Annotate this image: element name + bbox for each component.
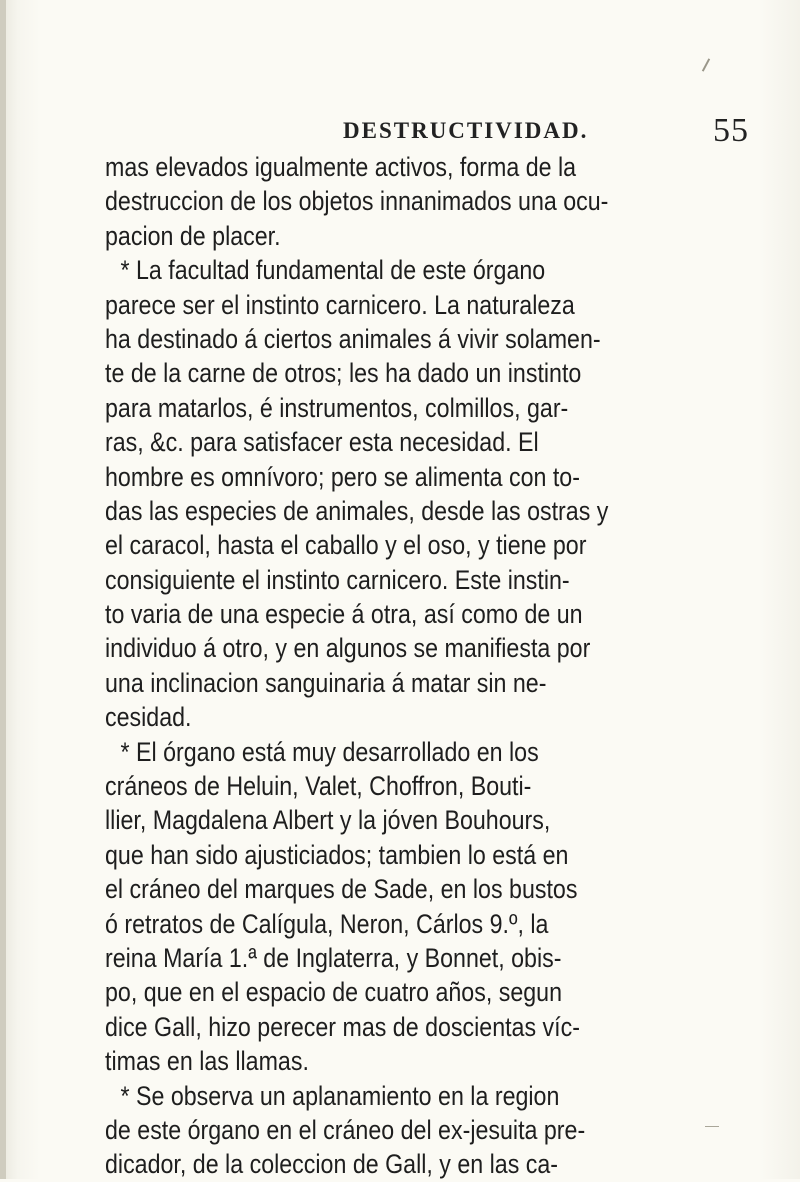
text-line: reina María 1.ª de Inglaterra, y Bonnet, obis- — [105, 942, 562, 973]
running-head: DESTRUCTIVIDAD. — [343, 118, 589, 143]
text-line: mas elevados igualmente activos, forma de la — [105, 152, 577, 182]
text-line: parece ser el instinto carnicero. La naturaleza — [105, 289, 575, 320]
text-line: una inclinacion sanguinaria á matar sin ne- — [105, 667, 547, 698]
page-number: 55 — [713, 112, 749, 149]
text-line: hombre es omnívoro; pero se alimenta con to- — [105, 461, 580, 492]
text-line: ha destinado á ciertos animales á vivir solamen- — [105, 323, 601, 354]
page-binding-edge — [0, 0, 6, 1179]
pencil-mark — [702, 58, 710, 71]
text-line: to varia de una especie á otra, así como de un — [105, 599, 583, 630]
text-line: po, que en el espacio de cuatro años, segun — [105, 977, 563, 1008]
text-line: ras, &c. para satisfacer esta necesidad. El — [105, 427, 539, 458]
page-header — [0, 112, 800, 148]
text-line: el caracol, hasta el caballo y el oso, y tiene por — [105, 530, 587, 561]
text-line: consiguiente el instinto carnicero. Este instin- — [105, 564, 570, 595]
text-line: das las especies de animales, desde las ostras y — [105, 495, 609, 526]
body-text — [105, 150, 685, 1182]
text-line: * El órgano está muy desarrollado en los — [120, 736, 539, 767]
text-line: para matarlos, é instrumentos, colmillos, gar- — [105, 392, 569, 423]
text-line: destruccion de los objetos innanimados una ocu- — [105, 186, 609, 217]
text-line: de este órgano en el cráneo del ex-jesuita pre- — [105, 1114, 586, 1145]
text-line: llier, Magdalena Albert y la jóven Bouhours, — [105, 805, 551, 836]
text-line: el cráneo del marques de Sade, en los bustos — [105, 874, 578, 905]
text-line: * Se observa un aplanamiento en la region — [120, 1080, 560, 1111]
text-line: ó retratos de Calígula, Neron, Cárlos 9.º, la — [105, 908, 549, 939]
text-line: dice Gall, hizo perecer mas de doscientas víc- — [105, 1011, 580, 1042]
text-line: individuo á otro, y en algunos se manifiesta por — [105, 633, 591, 664]
bottom-mark — [705, 1126, 719, 1127]
text-line: cesidad. — [105, 702, 192, 733]
text-line: pacion de placer. — [105, 220, 281, 251]
text-line: que han sido ajusticiados; tambien lo está en — [105, 839, 569, 870]
text-line: * La facultad fundamental de este órgano — [120, 255, 546, 286]
text-line: dicador, de la coleccion de Gall, y en las ca- — [105, 1149, 559, 1180]
text-line: te de la carne de otros; les ha dado un instinto — [105, 358, 582, 389]
text-line: cráneos de Heluin, Valet, Choffron, Bouti- — [105, 771, 532, 802]
text-line: timas en las llamas. — [105, 1046, 309, 1077]
